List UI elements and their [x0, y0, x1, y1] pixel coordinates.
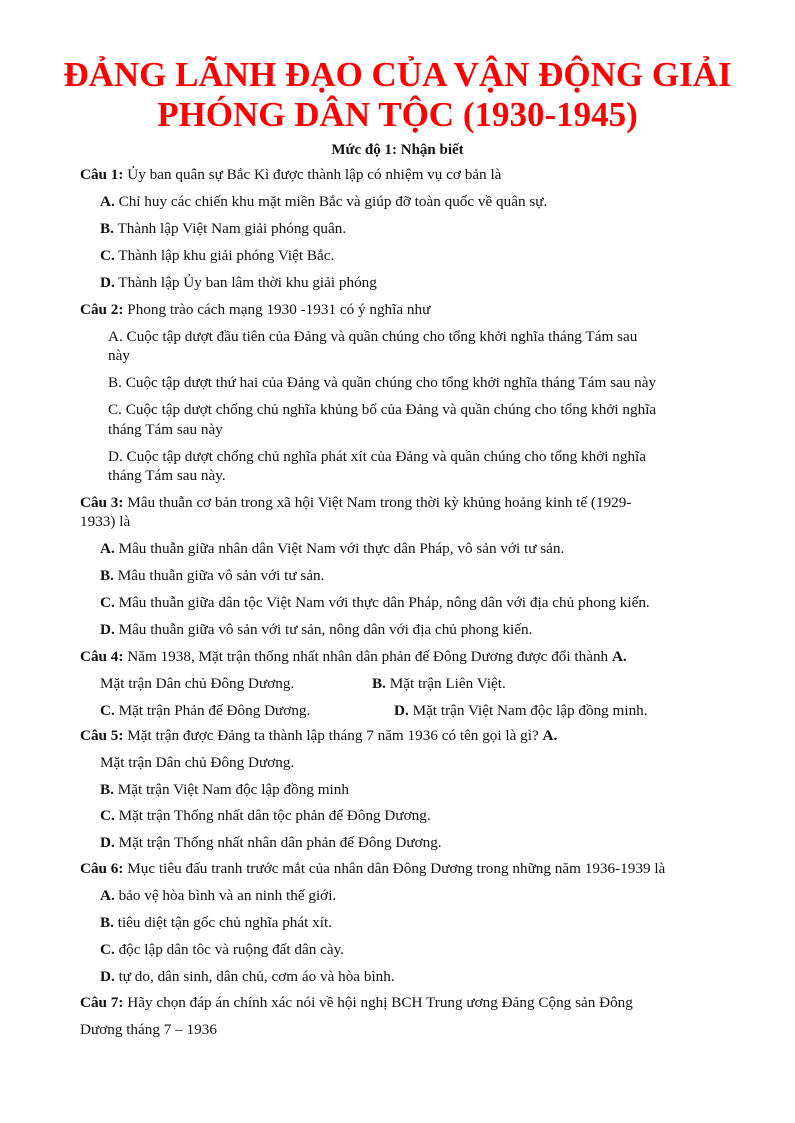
option-key: D.: [100, 968, 115, 985]
q6-option-c: [100, 940, 344, 960]
option-key: B.: [100, 220, 114, 237]
question-text: Mâu thuẫn cơ bản trong xã hội Việt Nam trong thời kỳ khủng hoảng kinh tế (1929-: [123, 494, 632, 511]
option-text: Thành lập khu giải phóng Việt Bắc.: [114, 247, 335, 264]
q2-option-c-cont: tháng Tám sau này: [108, 421, 223, 438]
q2-option-d-cont: tháng Tám sau này.: [108, 467, 226, 484]
q3-option-d: [100, 620, 532, 640]
option-key: C.: [100, 247, 115, 264]
option-text: Mâu thuẫn giữa vô sản với tư sản, nông dân với địa chủ phong kiến.: [114, 621, 533, 638]
q2-option-a: A. Cuộc tập dượt đầu tiên của Đảng và quần chúng cho tổng khởi nghĩa tháng Tám sau: [108, 328, 638, 345]
q1-option-c: [100, 246, 334, 266]
option-text: Mặt trận Thống nhất nhân dân phản đế Đông Dương.: [114, 834, 442, 851]
question-7-cont: Dương tháng 7 – 1936: [80, 1021, 217, 1038]
option-text: Mâu thuẫn giữa nhân dân Việt Nam với thực dân Pháp, vô sản với tư sản.: [114, 540, 565, 557]
option-key: A.: [100, 193, 115, 210]
question-text: Mặt trận được Đảng ta thành lập tháng 7 năm 1936 có tên gọi là gì?: [123, 727, 543, 744]
q5-option-a: Mặt trận Dân chủ Đông Dương.: [100, 754, 295, 771]
q6-option-d: [100, 967, 395, 987]
q5-option-d: [100, 833, 442, 853]
option-text: Mâu thuẫn giữa vô sản với tư sản.: [113, 567, 325, 584]
q2-option-a-cont: này: [108, 347, 130, 364]
question-3-cont: 1933) là: [80, 513, 131, 530]
q2-option-c: C. Cuộc tập dượt chống chủ nghĩa khủng bố của Đảng và quần chúng cho tổng khởi nghĩa: [108, 401, 657, 418]
q2-option-b: B. Cuộc tập dượt thứ hai của Đảng và quần chúng cho tổng khởi nghĩa tháng Tám sau này: [108, 374, 657, 391]
question-label: Câu 2:: [80, 301, 124, 318]
question-6: [80, 859, 665, 879]
q4-option-b: [372, 674, 506, 694]
question-5: [80, 726, 557, 746]
q1-option-a: [100, 192, 547, 212]
q4-option-d: [394, 701, 648, 721]
q3-option-b: [100, 566, 324, 586]
q6-option-a: [100, 886, 336, 906]
q1-option-b: [100, 219, 346, 239]
option-key: C.: [100, 702, 115, 719]
question-text: Hãy chọn đáp án chính xác nói về hội nghị BCH Trung ương Đảng Cộng sản Đông: [123, 994, 633, 1011]
q4-option-c: [100, 701, 310, 721]
q5-option-c: [100, 806, 431, 826]
option-key: A.: [542, 727, 558, 744]
option-key: A.: [100, 540, 115, 557]
option-key: B.: [100, 781, 114, 798]
option-text: Thành lập Việt Nam giải phóng quân.: [113, 220, 347, 237]
question-7: [80, 993, 633, 1013]
option-key: B.: [100, 914, 114, 931]
option-key: C.: [100, 807, 115, 824]
q4-option-a: Mặt trận Dân chủ Đông Dương.: [100, 675, 295, 692]
title-line-1: ĐẢNG LÃNH ĐẠO CỦA VẬN ĐỘNG GIẢI: [63, 55, 732, 94]
title-line-2: PHÓNG DÂN TỘC (1930-1945): [157, 95, 638, 134]
question-2: [80, 300, 430, 320]
document-title: [40, 55, 755, 135]
question-label: Câu 6:: [80, 860, 124, 877]
difficulty-level-heading: Mức độ 1: Nhận biết: [331, 142, 464, 158]
question-text: Năm 1938, Mặt trận thống nhất nhân dân phản đế Đông Dương được đổi thành: [123, 648, 612, 665]
option-text: Mặt trận Liên Việt.: [385, 675, 506, 692]
option-key: D.: [100, 621, 115, 638]
question-text: Phong trào cách mạng 1930 -1931 có ý nghĩa như: [123, 301, 431, 318]
option-text: Mặt trận Việt Nam độc lập đồng minh.: [408, 702, 648, 719]
question-label: Câu 5:: [80, 727, 124, 744]
question-label: Câu 4:: [80, 648, 124, 665]
option-text: Chỉ huy các chiến khu mặt miền Bắc và giúp đỡ toàn quốc về quân sự.: [114, 193, 548, 210]
option-text: tiêu diệt tận gốc chủ nghĩa phát xít.: [113, 914, 332, 931]
q2-option-d: D. Cuộc tập dượt chống chủ nghĩa phát xít của Đảng và quần chúng cho tổng khởi nghĩa: [108, 448, 647, 465]
question-3: [80, 493, 631, 513]
q6-option-b: [100, 913, 332, 933]
option-text: Mặt trận Thống nhất dân tộc phản đế Đông Dương.: [114, 807, 431, 824]
question-1: [80, 165, 501, 185]
question-label: Câu 7:: [80, 994, 124, 1011]
option-key: A.: [611, 648, 627, 665]
q3-option-a: [100, 539, 564, 559]
question-label: Câu 3:: [80, 494, 124, 511]
question-text: Ủy ban quân sự Bắc Kì được thành lập có nhiệm vụ cơ bản là: [123, 166, 502, 183]
option-key: A.: [100, 887, 115, 904]
option-text: tự do, dân sinh, dân chủ, cơm áo và hòa bình.: [114, 968, 395, 985]
q5-option-b: [100, 780, 349, 800]
option-key: D.: [394, 702, 409, 719]
option-text: bảo vệ hòa bình và an ninh thế giới.: [114, 887, 337, 904]
option-key: C.: [100, 941, 115, 958]
option-key: B.: [372, 675, 386, 692]
option-key: B.: [100, 567, 114, 584]
option-text: Mâu thuẫn giữa dân tộc Việt Nam với thực dân Pháp, nông dân với địa chủ phong kiến.: [114, 594, 650, 611]
option-text: Mặt trận Phản đế Đông Dương.: [114, 702, 311, 719]
question-text: Mục tiêu đấu tranh trước mắt của nhân dân Đông Dương trong những năm 1936-1939 là: [123, 860, 666, 877]
q1-option-d: [100, 273, 377, 293]
option-key: C.: [100, 594, 115, 611]
option-key: D.: [100, 274, 115, 291]
option-text: Thành lập Ủy ban lâm thời khu giải phóng: [114, 274, 377, 291]
option-text: Mặt trận Việt Nam độc lập đồng minh: [113, 781, 349, 798]
option-key: D.: [100, 834, 115, 851]
question-label: Câu 1:: [80, 166, 124, 183]
question-4: [80, 647, 627, 667]
option-text: độc lập dân tôc và ruộng đất dân cày.: [114, 941, 345, 958]
q3-option-c: [100, 593, 650, 613]
